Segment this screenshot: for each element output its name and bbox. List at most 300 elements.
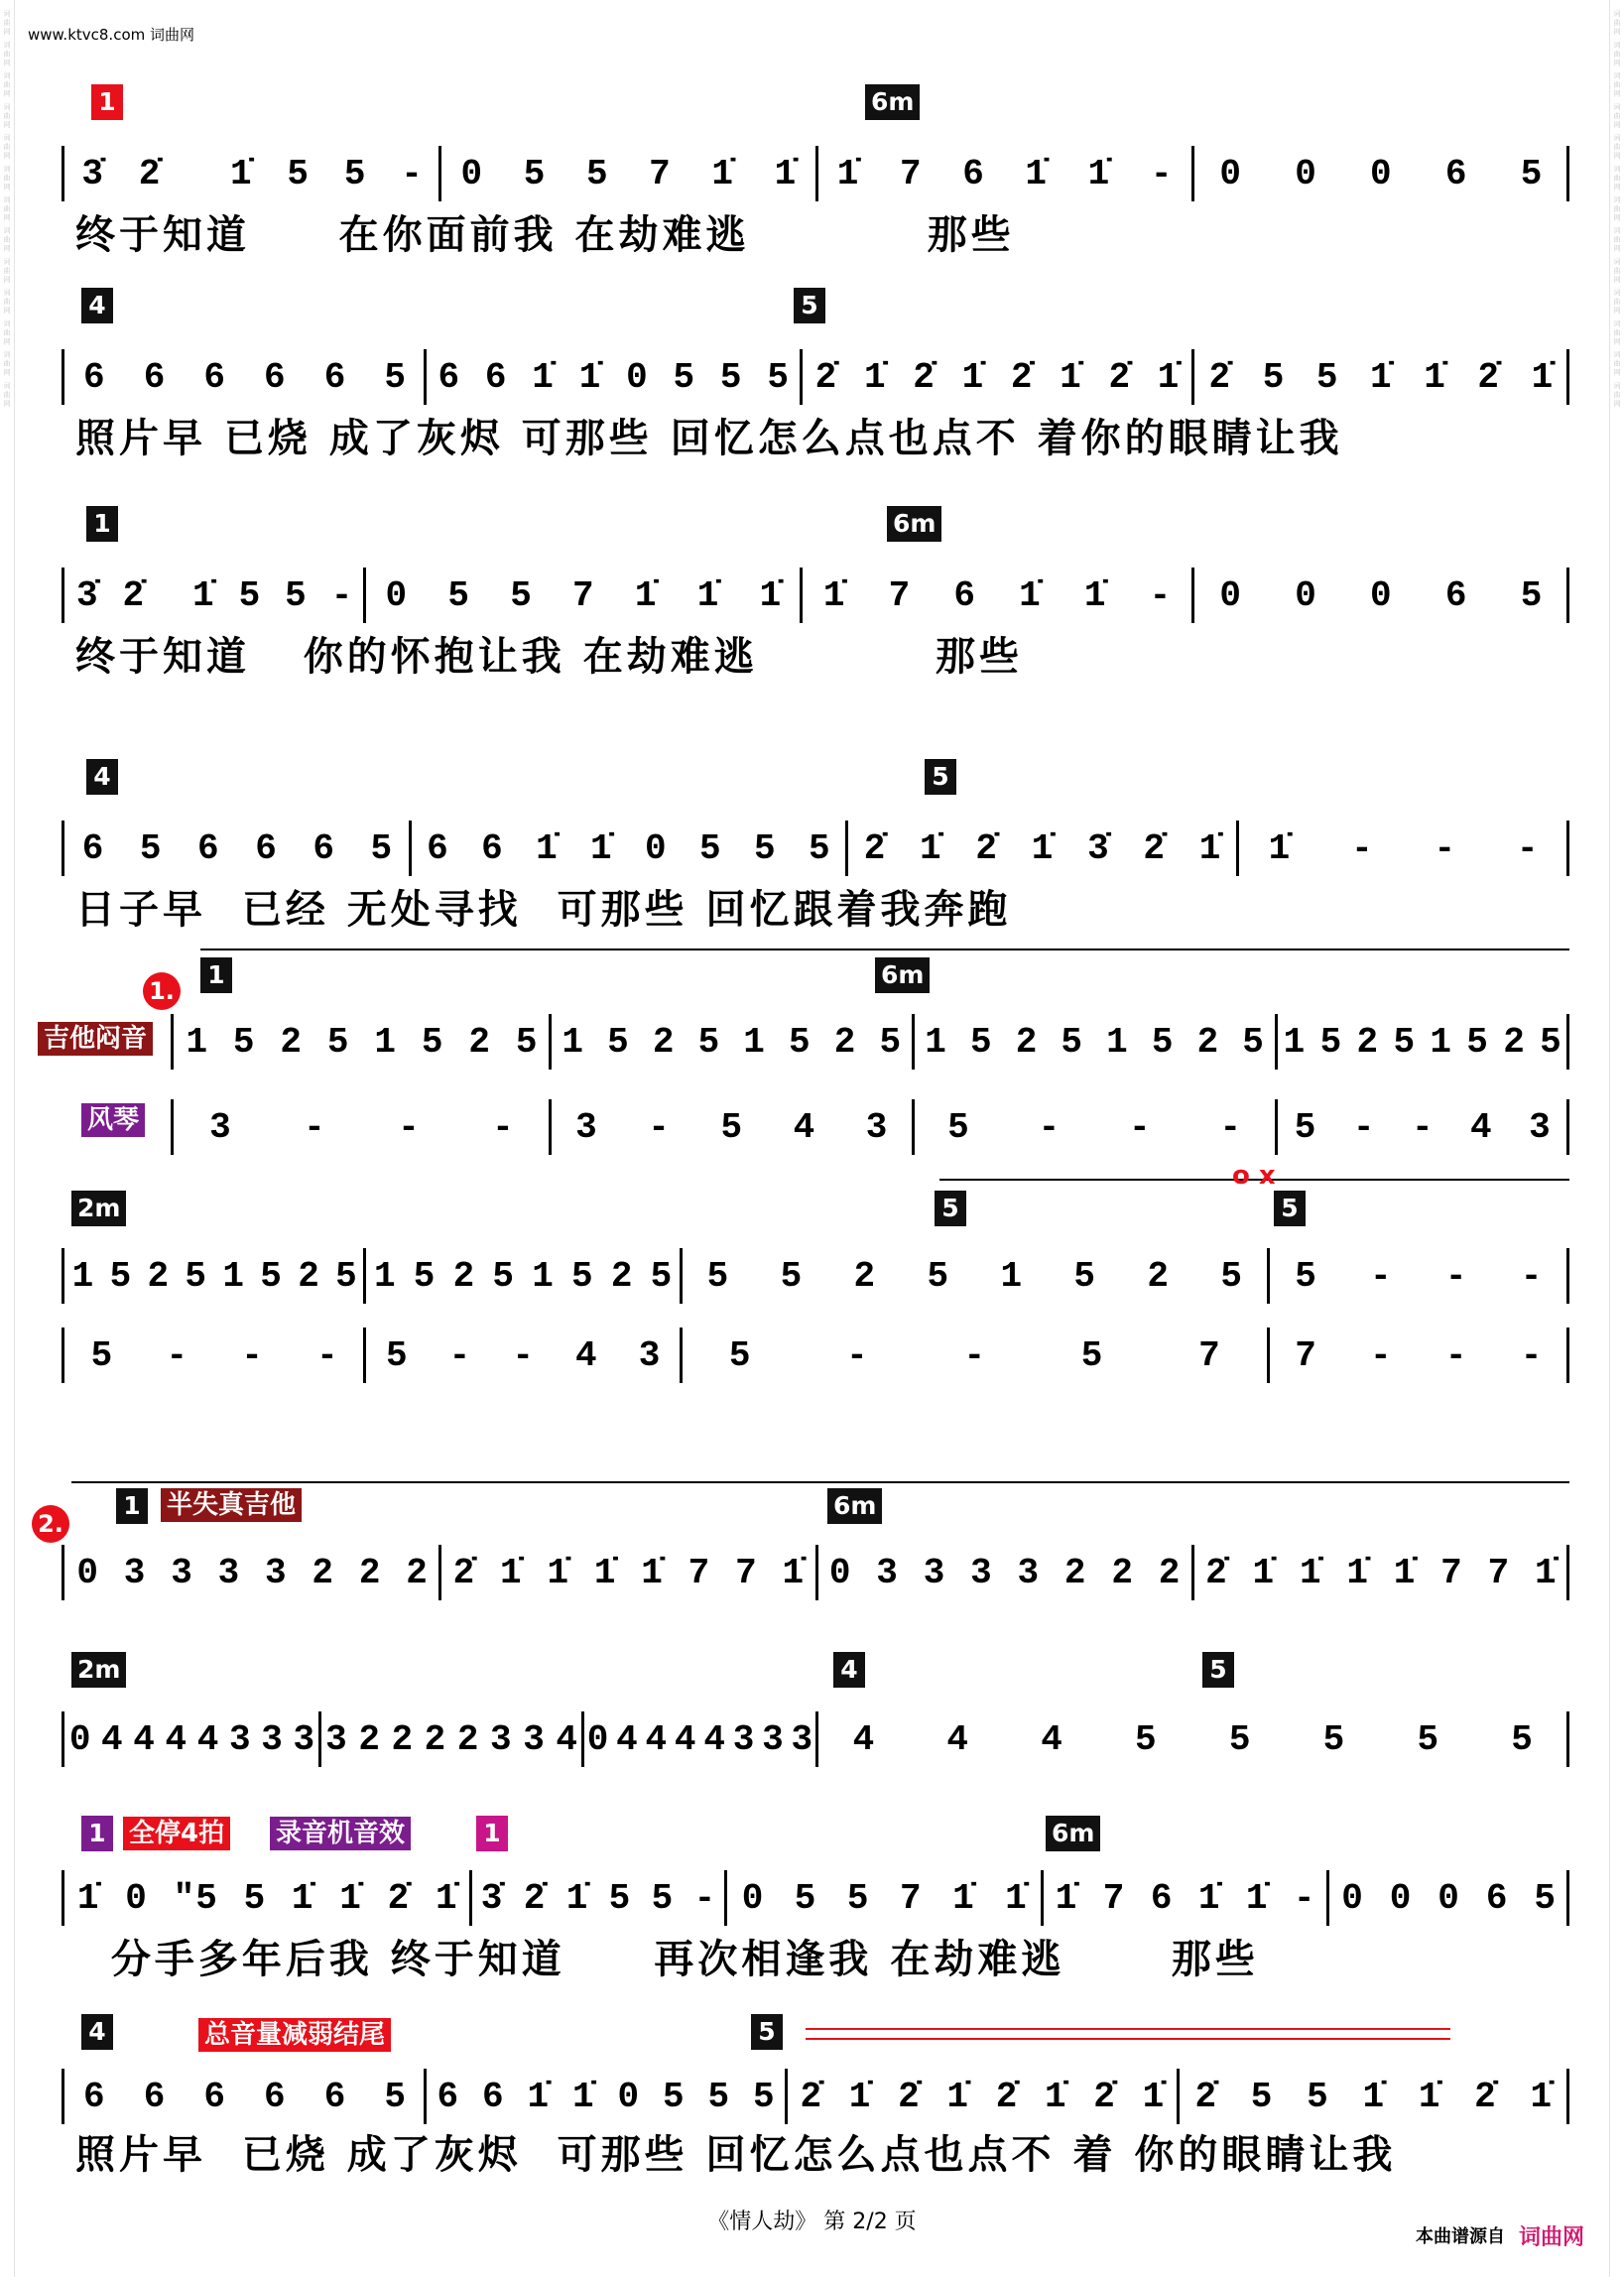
section-marker: 4: [86, 759, 118, 795]
note: 5: [1295, 1255, 1317, 1297]
note: 1̇: [339, 1877, 362, 1919]
barline: [800, 349, 803, 405]
note: 5: [343, 153, 367, 194]
measure: [64, 1248, 365, 1304]
note: 5: [413, 1255, 437, 1297]
note: 1̇: [1245, 1877, 1269, 1919]
note: 5: [1534, 1877, 1557, 1919]
note: 6: [484, 356, 508, 398]
note: 5: [384, 356, 407, 398]
note: 5: [1135, 1718, 1158, 1760]
barline: [845, 821, 848, 876]
note: 0: [1219, 574, 1242, 616]
note: -: [316, 1334, 339, 1376]
note: -: [1434, 827, 1457, 869]
note: 1̇: [759, 574, 783, 616]
note: 5: [285, 574, 308, 616]
note: 2: [456, 1718, 480, 1760]
note: 1̇: [291, 1877, 314, 1919]
note: 0: [1389, 1877, 1413, 1919]
volta-rule: [71, 1481, 1569, 1483]
note: -: [492, 1106, 515, 1148]
note: 1̇: [536, 827, 559, 869]
note: 0: [68, 1718, 92, 1760]
note: 1̇: [836, 153, 860, 194]
note: 6: [481, 827, 504, 869]
note: 6: [143, 2076, 167, 2117]
note: 5: [608, 1877, 632, 1919]
note: 7: [735, 1552, 758, 1593]
note: 5: [335, 1255, 358, 1297]
note: 1̇: [1005, 1877, 1028, 1919]
lyrics-line: 日子早 已经 无处寻找 可那些 回忆跟着我奔跑: [75, 887, 1012, 933]
note: -: [448, 1334, 472, 1376]
note: 1̇: [1031, 827, 1055, 869]
note: 1̇: [696, 574, 720, 616]
instrument-label: 吉他闷音: [38, 1022, 153, 1056]
note: 0: [76, 1552, 99, 1593]
badge-row: [62, 84, 1569, 126]
note: -: [1516, 827, 1540, 869]
measure: [1238, 821, 1569, 876]
note: 2̇: [814, 356, 838, 398]
section-marker: 5: [1202, 1652, 1234, 1688]
note: 2̇: [1010, 356, 1034, 398]
note: 5: [789, 1021, 812, 1063]
note: 2: [853, 1255, 877, 1297]
note: 6: [83, 356, 106, 398]
measure: [726, 1870, 1043, 1926]
note: 5: [1307, 2076, 1329, 2117]
note: -: [398, 1106, 421, 1148]
note: 2̇: [1208, 356, 1232, 398]
note: 1̇: [532, 356, 555, 398]
note: 5: [969, 1021, 993, 1063]
note: 5: [90, 1334, 114, 1376]
note: 5: [523, 153, 547, 194]
note: 2: [1015, 1021, 1039, 1063]
note: 0: [1341, 1877, 1364, 1919]
measure: [440, 1545, 816, 1600]
note: 6: [323, 356, 347, 398]
barline: [438, 1545, 441, 1600]
volta-marker: 2.: [32, 1505, 69, 1543]
source-text: 本曲谱源自: [1416, 2226, 1505, 2247]
barline: [1191, 568, 1194, 623]
note: 5: [1322, 1718, 1346, 1760]
badge-row: [62, 288, 1569, 329]
barline: [363, 1328, 366, 1383]
note: 1̇: [1346, 1552, 1369, 1593]
note: 5: [1242, 1021, 1265, 1063]
note: 4: [674, 1718, 697, 1760]
note: 2̇: [122, 574, 146, 616]
barline: [424, 2069, 427, 2124]
note: 1̇: [527, 2076, 551, 2117]
note: 2: [298, 1255, 320, 1297]
note: -: [963, 1334, 987, 1376]
note: 2̇: [1477, 356, 1500, 398]
note: 2: [1111, 1552, 1134, 1593]
note: 1̇: [1019, 574, 1042, 616]
measure: [426, 349, 802, 405]
note: -: [1150, 153, 1174, 194]
note: 2̇: [863, 827, 887, 869]
barline: [438, 146, 441, 201]
measure: [411, 821, 847, 876]
staff-line: [171, 1099, 1569, 1155]
barline: [1191, 146, 1194, 201]
note: 1̇: [920, 827, 942, 869]
note: 1̇: [952, 1877, 975, 1919]
note: 3: [293, 1718, 316, 1760]
note: -: [1520, 1255, 1544, 1297]
measure: [64, 1870, 471, 1926]
barline: [680, 1328, 683, 1383]
note: 1̇: [863, 356, 887, 398]
section-marker: 5: [751, 2014, 783, 2050]
note: 5: [846, 1877, 870, 1919]
note: 2: [652, 1021, 676, 1063]
measure: [471, 1870, 727, 1926]
note: 0: [828, 1552, 852, 1593]
measure: [682, 1248, 1269, 1304]
note: 0: [1295, 574, 1317, 616]
note: 1̇: [1044, 2076, 1067, 2117]
note: 3: [970, 1552, 993, 1593]
measure: [802, 349, 1192, 405]
note: 1̇: [500, 1552, 523, 1593]
measure: [1043, 1870, 1328, 1926]
note: 6: [1150, 1877, 1174, 1919]
barline: [680, 1248, 683, 1304]
note: 1̇: [1299, 1552, 1322, 1593]
note: 5: [720, 1106, 744, 1148]
note: 5: [243, 1877, 267, 1919]
note: 7: [1198, 1334, 1221, 1376]
staff-line: [171, 1014, 1569, 1070]
watermark-left: 词曲网 词曲网 词曲网 词曲网 词曲网 词曲网 词曲网 词曲网 词曲网 词曲网 词曲网 词曲网 词曲网: [3, 10, 11, 409]
note: 1: [71, 1255, 95, 1297]
note: 5: [754, 827, 777, 869]
measure: [64, 146, 440, 201]
badge-row: [62, 506, 1569, 548]
note: 3: [265, 1552, 288, 1593]
section-marker: 6m: [875, 957, 930, 993]
lyrics-line: 终于知道 你的怀抱让我 在劫难逃 那些: [75, 634, 1023, 680]
barline: [724, 1870, 727, 1926]
note: 1̇: [1252, 1552, 1276, 1593]
note: 4: [1041, 1718, 1063, 1760]
note: 5: [1520, 153, 1544, 194]
note: 1̇: [634, 574, 658, 616]
note: 5: [780, 1255, 804, 1297]
note: 3: [1529, 1106, 1552, 1148]
note: 0: [617, 2076, 641, 2117]
measure: [914, 1099, 1277, 1155]
barline: [785, 2069, 788, 2124]
note: 3: [791, 1718, 814, 1760]
badge-row: [62, 1488, 1569, 1530]
decrescendo-line: [806, 2038, 1450, 2040]
measure: [1179, 2069, 1569, 2124]
note: 5: [706, 1255, 730, 1297]
note: 3: [171, 1552, 193, 1593]
note: 2: [1147, 1255, 1170, 1297]
note: 3̇: [480, 1877, 504, 1919]
note: 1̇: [1424, 356, 1446, 398]
note: 0: [460, 153, 484, 194]
note: 5: [1080, 1334, 1104, 1376]
note: 0: [1370, 153, 1393, 194]
note: 3: [261, 1718, 284, 1760]
note: -: [1351, 827, 1374, 869]
barline: [549, 1099, 552, 1155]
note: 1̇: [1197, 1877, 1221, 1919]
note: 2̇: [898, 2076, 921, 2117]
note: -: [304, 1106, 326, 1148]
note: 0: [586, 1718, 610, 1760]
note: 1̇: [1142, 2076, 1166, 2117]
section-marker: 6m: [865, 84, 920, 120]
note: 2̇: [387, 1877, 411, 1919]
note: 6: [83, 2076, 106, 2117]
badge-row: [62, 957, 1569, 999]
instrument-label: 风琴: [81, 1103, 145, 1137]
note: 5: [385, 1334, 409, 1376]
staff-line: [62, 1711, 1569, 1767]
barline: [912, 1099, 915, 1155]
note: 7: [1102, 1877, 1126, 1919]
measure: [682, 1328, 1269, 1383]
note: 5: [1073, 1255, 1097, 1297]
note: 1: [1000, 1255, 1024, 1297]
section-marker: 5: [935, 1191, 966, 1226]
decrescendo-line: [806, 2028, 1450, 2030]
staff-line: [62, 821, 1569, 876]
note: 5: [650, 1255, 674, 1297]
section-marker: 2m: [71, 1191, 126, 1226]
staff-line: [62, 1870, 1569, 1926]
note: -: [1520, 1334, 1544, 1376]
note: 5: [673, 356, 696, 398]
note: 5: [232, 1021, 256, 1063]
note: 5: [947, 1106, 970, 1148]
note: 5: [753, 2076, 776, 2117]
lyrics-line: 照片早 已烧 成了灰烬 可那些 回忆怎么点也点不 着你的眼睛让我: [75, 416, 1343, 461]
section-marker: 1: [476, 1816, 508, 1851]
note: -: [512, 1334, 535, 1376]
note: 2̇: [1474, 2076, 1497, 2117]
note: 6: [1444, 153, 1468, 194]
staff-line: [62, 568, 1569, 623]
note: 5: [287, 153, 311, 194]
note: 2: [610, 1255, 634, 1297]
section-marker: 5: [925, 759, 956, 795]
barline: [409, 821, 412, 876]
note: 5: [510, 574, 533, 616]
note: 1̇: [1530, 2076, 1554, 2117]
barline: [1275, 1014, 1278, 1070]
note: 1: [374, 1021, 397, 1063]
note: 3: [865, 1106, 889, 1148]
note: 1̇: [848, 2076, 872, 2117]
note: 2: [424, 1718, 447, 1760]
note: 6: [437, 356, 461, 398]
margin-line-right: [1609, 0, 1610, 2277]
note: -: [1149, 574, 1173, 616]
note: 2̇: [1108, 356, 1132, 398]
note: 4: [575, 1334, 598, 1376]
note: 5: [492, 1255, 516, 1297]
measure: [365, 1248, 682, 1304]
note: 2̇: [138, 153, 162, 194]
note: 5: [879, 1021, 903, 1063]
section-marker: 1: [81, 1816, 113, 1851]
note: 4: [1470, 1106, 1493, 1148]
note: 6: [81, 827, 105, 869]
note: 1̇: [1087, 153, 1111, 194]
measure: [174, 1099, 551, 1155]
measure: [320, 1711, 583, 1767]
note: 7: [1440, 1552, 1463, 1593]
note: 5: [585, 153, 609, 194]
barline: [1326, 1870, 1329, 1926]
measure: [64, 1711, 320, 1767]
section-marker: 1: [116, 1488, 148, 1524]
barline: [815, 1545, 818, 1600]
note: 5: [663, 2076, 686, 2117]
note: 1̇: [1370, 356, 1393, 398]
barline: [363, 1248, 366, 1304]
barline: [912, 1014, 915, 1070]
note: 2̇: [1093, 2076, 1116, 2117]
note: 2: [358, 1718, 381, 1760]
note: 6: [203, 2076, 226, 2117]
note: 5: [238, 574, 262, 616]
note: 0: [1370, 574, 1393, 616]
measure: [817, 1711, 1570, 1767]
note: 5: [1228, 1718, 1252, 1760]
note: 4: [196, 1718, 220, 1760]
note: 1̇: [1418, 2076, 1441, 2117]
note: 4: [645, 1718, 669, 1760]
measure: [1193, 1545, 1569, 1600]
note: 3: [490, 1718, 513, 1760]
note: 2: [312, 1552, 335, 1593]
note: 6: [203, 356, 226, 398]
note: 5: [728, 1334, 752, 1376]
barline: [1267, 1248, 1270, 1304]
note: -: [241, 1334, 264, 1376]
note: 5: [260, 1255, 283, 1297]
note: 2̇: [913, 356, 936, 398]
lyrics-line: 分手多年后我 终于知道 再次相逢我 在劫难逃 那些: [75, 1937, 1259, 1982]
volta-marker: 1.: [143, 972, 181, 1010]
note: 6: [953, 574, 976, 616]
note: 1̇: [590, 827, 613, 869]
note: 5: [1315, 356, 1339, 398]
note: 1̇: [1157, 356, 1181, 398]
note: 6: [1444, 574, 1468, 616]
staff-line: [62, 146, 1569, 201]
note: 5: [1393, 1021, 1417, 1063]
note: 3: [523, 1718, 546, 1760]
note: 1̇: [1393, 1552, 1417, 1593]
staff-line: [62, 349, 1569, 405]
note: 2: [147, 1255, 171, 1297]
chord-mark: o x: [1232, 1161, 1276, 1191]
note: 1̇: [547, 1552, 570, 1593]
barline: [1236, 821, 1239, 876]
note: 6: [962, 153, 985, 194]
note: 1̇: [1534, 1552, 1558, 1593]
annotation-label: 录音机音效: [270, 1817, 411, 1850]
note: 4: [133, 1718, 156, 1760]
note: 5: [607, 1021, 630, 1063]
annotation-label: 全停4拍: [123, 1817, 230, 1850]
note: 1̇: [565, 1877, 589, 1919]
measure: [64, 349, 426, 405]
note: 1̇: [1055, 1877, 1078, 1919]
measure: [365, 1328, 682, 1383]
measure: [787, 2069, 1178, 2124]
barline: [469, 1870, 472, 1926]
note: 7: [687, 1552, 711, 1593]
section-marker: 1: [200, 957, 232, 993]
measure: [1277, 1099, 1569, 1155]
measure: [64, 1328, 365, 1383]
note: 2̇: [452, 1552, 476, 1593]
note: 3̇: [1087, 827, 1110, 869]
section-marker: 1: [91, 84, 123, 120]
note: 1̇: [641, 1552, 664, 1593]
note: 5: [1262, 356, 1286, 398]
note: 5: [515, 1021, 539, 1063]
note: 6: [264, 356, 287, 398]
note: 5: [139, 827, 163, 869]
lyrics-line: 终于知道 在你面前我 在劫难逃 那些: [75, 212, 1015, 258]
note: 1: [1430, 1021, 1452, 1063]
note: 2: [1158, 1552, 1182, 1593]
note: -: [1370, 1334, 1393, 1376]
measure: [1269, 1248, 1569, 1304]
note: 1: [925, 1021, 947, 1063]
section-marker: 4: [81, 288, 113, 323]
note: 2̇: [1143, 827, 1167, 869]
note: 5: [326, 1021, 350, 1063]
note: 4: [946, 1718, 970, 1760]
note: 1: [1283, 1021, 1307, 1063]
note: 6: [255, 827, 278, 869]
note: 1̇: [1362, 2076, 1386, 2117]
note: 5: [707, 2076, 731, 2117]
note: 1: [373, 1255, 397, 1297]
note: 4: [556, 1718, 578, 1760]
note: 3: [923, 1552, 946, 1593]
barline: [1177, 2069, 1180, 2124]
note: 1̇: [782, 1552, 806, 1593]
note: 0: [626, 356, 649, 398]
note: 1: [532, 1255, 555, 1297]
note: 5: [185, 1255, 208, 1297]
note: 5: [794, 1877, 817, 1919]
note: 2: [1063, 1552, 1087, 1593]
note: 5: [109, 1255, 133, 1297]
note: -: [1444, 1255, 1468, 1297]
note: -: [1352, 1106, 1376, 1148]
note: 6: [482, 2076, 505, 2117]
